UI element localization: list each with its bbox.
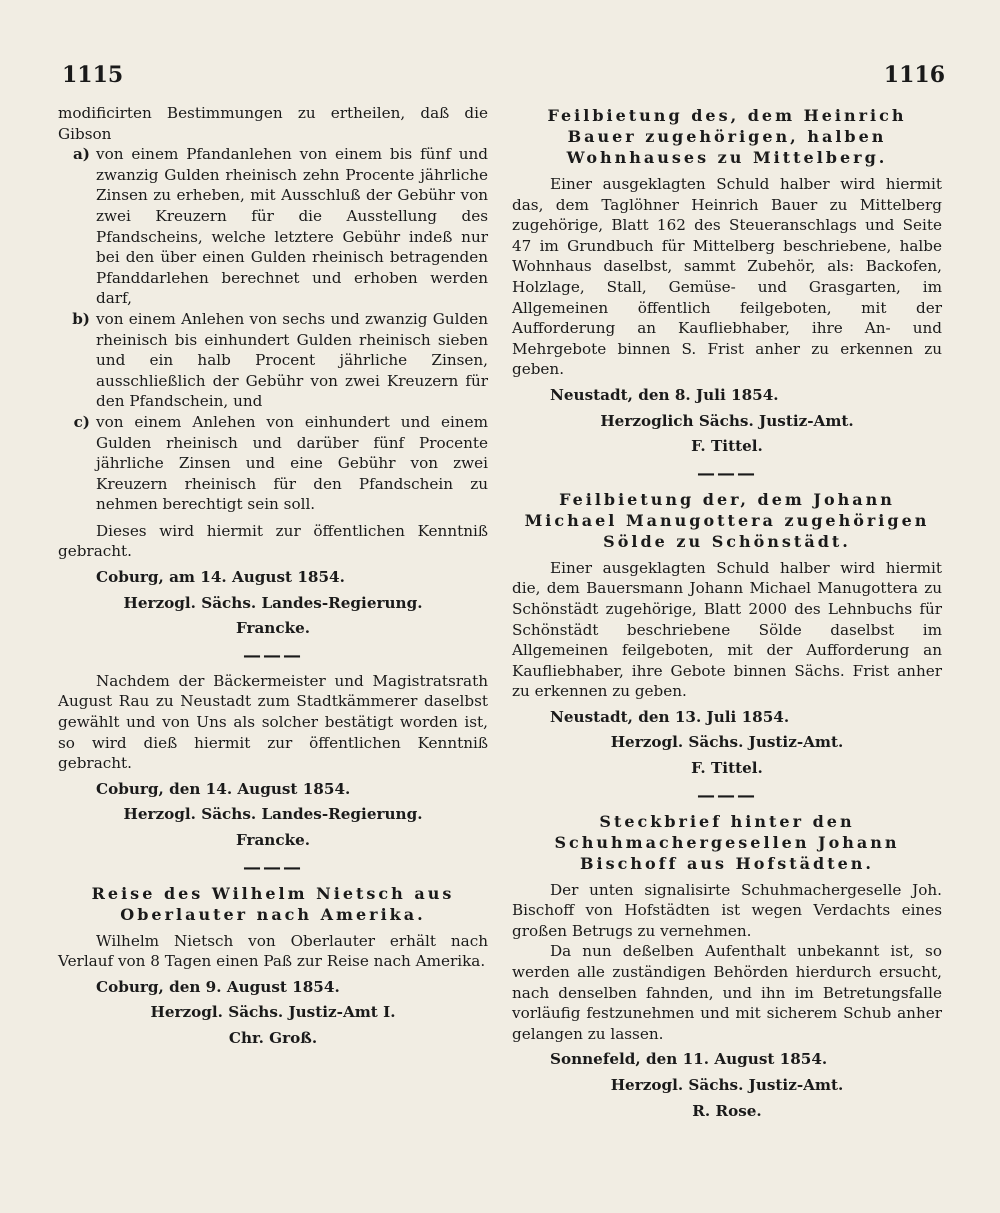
signer: Francke. (235, 831, 311, 849)
signer: Chr. Groß. (228, 1028, 318, 1047)
list-item-text: von einem Pfandanlehen von einem bis fünf und zwanzig Gulden rheinisch zehn Procente jährliche Zinsen zu erheben, mit Ausschluß der Gebühr von zwei Kreuzern für die Ausstellung des Pfandscheins, welche letztere Gebühr indeß nur bei den über einen Gulden rheinisch betragenden Pfanddarlehen berechnet und erhoben werden darf, (96, 145, 488, 308)
list-marker: a) (72, 145, 90, 164)
signer: F. Tittel. (691, 759, 763, 778)
notice-body: Nachdem der Bäckermeister und Magistratsrath August Rau zu Neustadt zum Stadtkämmerer daselbst gewählt und von Uns als solcher bestätigt worden ist, so wird dieß hiermit zur öffentlichen Kenntniß gebracht. (58, 671, 488, 773)
intro-text: modificirten Bestimmungen zu ertheilen, daß die Gibson (58, 104, 488, 143)
list-marker: c) (73, 412, 90, 431)
page-number-left: 1115 (62, 62, 124, 88)
place-date: Coburg, den 14. August 1854. (96, 779, 351, 798)
place-date: Sonnefeld, den 11. August 1854. (550, 1050, 828, 1069)
notice-body: Der unten signalisirte Schuhmachergeselle Joh. Bischoff von Hofstädten ist wegen Verdachts eines großen Betrugs zu vernehmen. (512, 880, 942, 940)
page-number-right: 1116 (883, 62, 945, 88)
authority: Herzogl. Sächs. Justiz-Amt I. (150, 1003, 396, 1022)
list-item (58, 412, 488, 515)
left-column (58, 103, 488, 1049)
right-column (512, 103, 942, 1121)
signer: R. Rose. (692, 1101, 762, 1120)
signer: F. Tittel. (691, 437, 763, 456)
separator: ——— (243, 856, 303, 878)
place-date: Coburg, den 9. August 1854. (96, 977, 340, 996)
notice-heading: Steckbrief hinter den Schuhmachergesellen Johann Bischoff aus Hofstädten. (554, 811, 900, 873)
place-date: Neustadt, den 8. Juli 1854. (550, 385, 779, 404)
authority: Herzogl. Sächs. Landes-Regierung. (123, 593, 423, 612)
notice-heading: Feilbietung des, dem Heinrich Bauer zugehörigen, halben Wohnhauses zu Mittelberg. (547, 106, 907, 167)
place-date: Neustadt, den 13. Juli 1854. (550, 707, 790, 726)
notice-heading: Reise des Wilhelm Nietsch aus Oberlauter nach Amerika. (91, 883, 455, 924)
separator: ——— (243, 644, 303, 666)
place-date: Coburg, am 14. August 1854. (96, 568, 345, 587)
list-marker: b) (72, 309, 90, 328)
notice-body: Einer ausgeklagten Schuld halber wird hiermit die, dem Bauersmann Johann Michael Manugottera zu Schönstädt zugehörige, Blatt 2000 des Lehnbuchs für Schönstädt beschriebene Sölde daselbst im Allgemeinen feilgeboten, mit der Aufforderung an Kaufliebhaber, ihre Gebote binnen Sächs. Frist anher zu erkennen zu geben. (512, 558, 942, 701)
separator: ——— (697, 784, 757, 806)
list-item-text: von einem Anlehen von einhundert und einem Gulden rheinisch und darüber fünf Procente jährliche Zinsen und eine Gebühr von zwei Kreuzern rheinisch für den Pfandschein zu nehmen berechtigt sein soll. (96, 412, 488, 514)
authority: Herzogl. Sächs. Landes-Regierung. (123, 805, 423, 824)
notice-body: Da nun deßelben Aufenthalt unbekannt ist, so werden alle zuständigen Behörden hierdurch ersucht, nach denselben fahnden, und ihn im Betretungsfalle vorläufig festzunehmen und mit sicherem Schub anher gelangen zu lassen. (512, 942, 942, 1043)
list-item (58, 144, 488, 309)
authority: Herzogl. Sächs. Justiz-Amt. (610, 1076, 844, 1094)
authority: Herzogl. Sächs. Justiz-Amt. (610, 733, 844, 752)
notice-heading: Feilbietung der, dem Johann Michael Manugottera zugehörigen Sölde zu Schönstädt. (524, 489, 930, 551)
list-item (58, 309, 488, 412)
notice-body: Wilhelm Nietsch von Oberlauter erhält nach Verlauf von 8 Tagen einen Paß zur Reise nach Amerika. (58, 931, 488, 971)
separator: ——— (697, 462, 757, 484)
notice-body: Einer ausgeklagten Schuld halber wird hiermit das, dem Taglöhner Heinrich Bauer zu Mittelberg zugehörige, Blatt 162 des Steueranschlags und Seite 47 im Grundbuch für Mittelberg beschriebene, halbe Wohnhaus daselbst, sammt Zubehör, als: Backofen, Holzlage, Stall, Gemüse- und Grasgarten, im Allgemeinen öffentlich feilgeboten, mit der Aufforderung an Kaufliebhaber, ihre An- und Mehrgebote binnen S. Frist anher zu erkennen zu geben. (512, 175, 942, 379)
signer: Francke. (235, 619, 311, 638)
list-item-text: von einem Anlehen von sechs und zwanzig Gulden rheinisch bis einhundert Gulden rheinisch sieben und ein halb Procent jährliche Zinsen, ausschließlich der Gebühr von zwei Kreuzern für den Pfandschein, und (96, 309, 488, 411)
notice-closing: Dieses wird hiermit zur öffentlichen Kenntniß gebracht. (58, 521, 488, 561)
authority: Herzoglich Sächs. Justiz-Amt. (600, 411, 854, 430)
